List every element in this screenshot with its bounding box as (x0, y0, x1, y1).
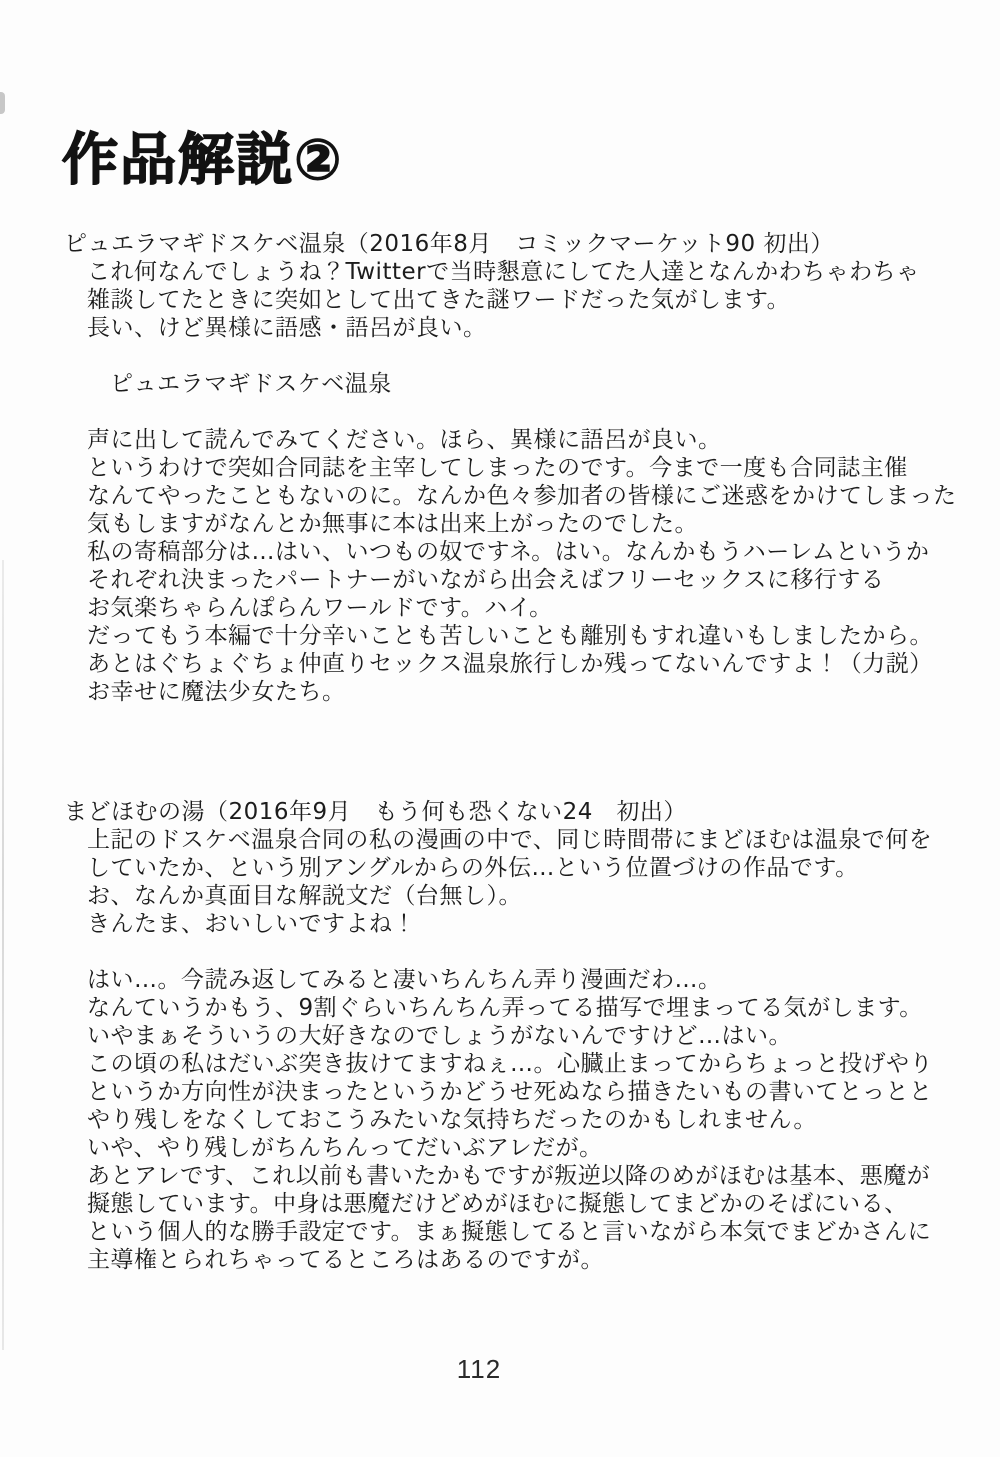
text-line: 私の寄稿部分は…はい、いつもの奴ですネ。はい。なんかもうハーレムというか (87, 539, 930, 565)
text-line: 雑談してたときに突如として出てきた謎ワードだった気がします。 (87, 287, 791, 313)
text-line: お幸せに魔法少女たち。 (87, 679, 346, 705)
text-line: この頃の私はだいぶ突き抜けてますねぇ…。心臓止まってからちょっと投げやり (87, 1051, 933, 1077)
text-line: 声に出して読んでみてください。ほら、異様に語呂が良い。 (87, 427, 722, 453)
text-line (64, 398, 964, 426)
text-line: はい…。今読み返してみると凄いちんちん弄り漫画だわ…。 (87, 967, 722, 993)
text-line: だってもう本編で十分辛いことも苦しいことも離別もすれ違いもしましたから。 (87, 623, 933, 649)
section-madohomu-no-yu (64, 798, 964, 1274)
text-line: 主導権とられちゃってるところはあるのですが。 (87, 1247, 604, 1273)
text-line: いや、やり残しがちんちんってだいぶアレだが。 (87, 1135, 603, 1161)
text-line: 気もしますがなんとか無事に本は出来上がったのでした。 (87, 511, 698, 537)
text-line: 長い、けど異様に語感・語呂が良い。 (87, 315, 487, 341)
text-line: なんていうかもう、9割ぐらいちんちん弄ってる描写で埋まってる気がします。 (87, 995, 923, 1021)
text-line: というか方向性が決まったというかどうせ死ぬなら描きたいもの書いてとっとと (87, 1079, 933, 1105)
text-line (64, 938, 964, 966)
text-line: やり残しをなくしておこうみたいな気持ちだったのかもしれません。 (87, 1107, 817, 1133)
text-line: あとはぐちょぐちょ仲直りセックス温泉旅行しか残ってないんですよ！（力説） (87, 651, 933, 677)
text-line: ピュエラマギドスケベ温泉 (110, 371, 392, 397)
text-line: 擬態しています。中身は悪魔だけどめがほむに擬態してまどかのそばにいる、 (87, 1191, 908, 1217)
text-line: お、なんか真面目な解説文だ（台無し）。 (87, 883, 522, 909)
scan-edge-smudge (0, 92, 5, 114)
text-line: 上記のドスケベ温泉合同の私の漫画の中で、同じ時間帯にまどほむは温泉で何を (87, 827, 933, 853)
text-line: というわけで突如合同誌を主宰してしまったのです。今まで一度も合同誌主催 (87, 455, 908, 481)
scan-edge-line (2, 560, 4, 1350)
text-line (64, 342, 964, 370)
text-line: それぞれ決まったパートナーがいながら出会えばフリーセックスに移行する (87, 567, 885, 593)
page-number: 112 (456, 1354, 502, 1384)
section-heading-line: ピュエラマギドスケベ温泉（2016年8月 コミックマーケット90 初出） (64, 231, 834, 257)
section-heading-line: まどほむの湯（2016年9月 もう何も恐くない24 初出） (64, 799, 687, 825)
text-line: なんてやったこともないのに。なんか色々参加者の皆様にご迷惑をかけてしまった (87, 483, 957, 509)
text-line: きんたま、おいしいですよね！ (87, 911, 416, 937)
text-line: いやまぁそういうの大好きなのでしょうがないんですけど…はい。 (87, 1023, 792, 1049)
text-line: あとアレです、これ以前も書いたかもですが叛逆以降のめがほむは基本、悪魔が (87, 1163, 931, 1189)
text-line: していたか、という別アングルからの外伝…という位置づけの作品です。 (87, 855, 859, 881)
section-puella-magi-dosukebe-onsen (64, 230, 964, 706)
text-line: お気楽ちゃらんぽらんワールドです。ハイ。 (87, 595, 553, 621)
page-title: 作品解説② (62, 127, 344, 193)
text-line: これ何なんでしょうね？Twitterで当時懇意にしてた人達となんかわちゃわちゃ (87, 259, 920, 285)
text-line: という個人的な勝手設定です。まぁ擬態してると言いながら本気でまどかさんに (87, 1219, 932, 1245)
